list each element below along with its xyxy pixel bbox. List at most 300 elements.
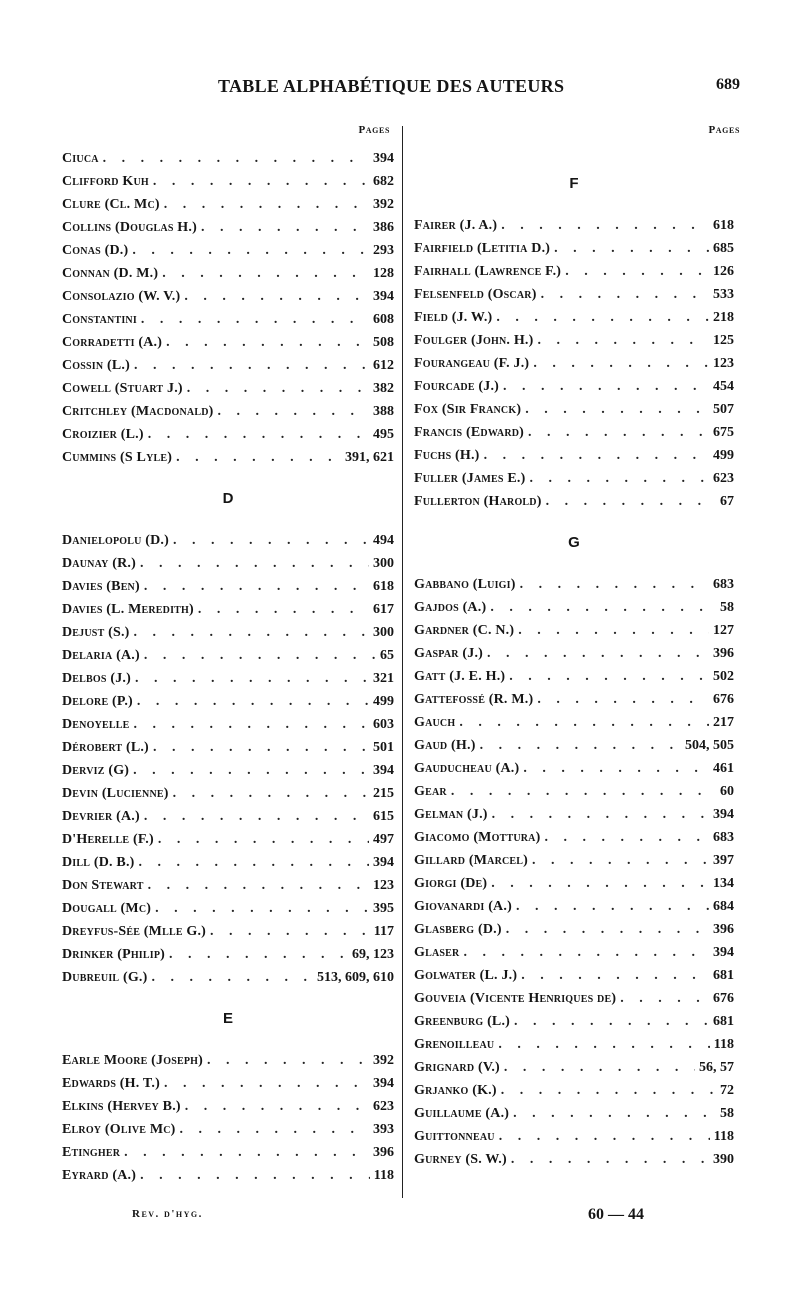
dot-leader bbox=[523, 757, 709, 780]
index-entry bbox=[62, 1095, 394, 1118]
dot-leader bbox=[509, 665, 709, 688]
dot-leader bbox=[451, 780, 716, 803]
dot-leader bbox=[158, 828, 369, 851]
index-entry bbox=[62, 690, 394, 713]
dot-leader bbox=[180, 1118, 369, 1141]
dot-leader bbox=[155, 897, 369, 920]
index-entry bbox=[414, 1148, 734, 1171]
index-entry bbox=[414, 573, 734, 596]
page-reference: 128 bbox=[373, 266, 394, 281]
page-reference: 394 bbox=[373, 289, 394, 304]
dot-leader bbox=[537, 329, 709, 352]
page-reference: 495 bbox=[373, 427, 394, 442]
author-name: Francis (Edward) bbox=[414, 425, 525, 440]
left-pages-header: Pages bbox=[358, 124, 390, 136]
author-name: Gauducheau (A.) bbox=[414, 761, 520, 776]
author-name: Guillaume (A.) bbox=[414, 1106, 510, 1121]
index-entry bbox=[62, 308, 394, 331]
page-reference: 300 bbox=[373, 556, 394, 571]
dot-leader bbox=[501, 1079, 716, 1102]
left-column bbox=[62, 147, 394, 1187]
author-name: Gillard (Marcel) bbox=[414, 853, 529, 868]
index-entry bbox=[414, 352, 734, 375]
dot-leader bbox=[459, 711, 709, 734]
page-reference: 118 bbox=[713, 1129, 734, 1144]
page-title: TABLE ALPHABÉTIQUE DES AUTEURS bbox=[218, 76, 565, 96]
author-name: Conas (D.) bbox=[62, 243, 129, 258]
index-entry bbox=[414, 734, 734, 757]
page-reference: 684 bbox=[713, 899, 734, 914]
page-reference: 623 bbox=[373, 1099, 394, 1114]
author-name: Denoyelle bbox=[62, 717, 130, 732]
index-entry bbox=[62, 920, 394, 943]
author-name: Gattefossé (R. M.) bbox=[414, 692, 534, 707]
page-reference: 502 bbox=[713, 669, 734, 684]
author-name: D'Herelle (F.) bbox=[62, 832, 154, 847]
index-entry bbox=[414, 214, 734, 237]
index-entry bbox=[62, 828, 394, 851]
page-reference: 293 bbox=[373, 243, 394, 258]
author-name: Dérobert (L.) bbox=[62, 740, 149, 755]
page-reference: 123 bbox=[373, 878, 394, 893]
author-name: Davies (L. Meredith) bbox=[62, 602, 194, 617]
index-entry bbox=[62, 377, 394, 400]
page-reference: 391, 621 bbox=[345, 450, 394, 465]
page-reference: 454 bbox=[713, 379, 734, 394]
dot-leader bbox=[504, 1056, 695, 1079]
author-name: Connan (D. M.) bbox=[62, 266, 159, 281]
dot-leader bbox=[525, 398, 709, 421]
dot-leader bbox=[153, 170, 369, 193]
author-name: Felsenfeld (Oscar) bbox=[414, 287, 537, 302]
journal-abbreviation: Rev. d'hyg. bbox=[132, 1208, 203, 1220]
author-name: Dubreuil (G.) bbox=[62, 970, 148, 985]
author-name: Devin (Lucienne) bbox=[62, 786, 169, 801]
author-name: Croizier (L.) bbox=[62, 427, 144, 442]
index-entry bbox=[414, 711, 734, 734]
page-reference: 681 bbox=[713, 1014, 734, 1029]
dot-leader bbox=[514, 1010, 709, 1033]
page-reference: 388 bbox=[373, 404, 394, 419]
page-reference: 393 bbox=[373, 1122, 394, 1137]
index-entry bbox=[414, 1102, 734, 1125]
page-reference: 118 bbox=[373, 1168, 394, 1183]
page-reference: 533 bbox=[713, 287, 734, 302]
dot-leader bbox=[521, 964, 709, 987]
dot-leader bbox=[620, 987, 709, 1010]
index-entry bbox=[414, 260, 734, 283]
dot-leader bbox=[201, 216, 369, 239]
author-name: Guittonneau bbox=[414, 1129, 495, 1144]
section-letter: D bbox=[222, 490, 234, 507]
page-reference: 394 bbox=[373, 855, 394, 870]
page-reference: 681 bbox=[713, 968, 734, 983]
index-entry bbox=[62, 529, 394, 552]
dot-leader bbox=[135, 667, 369, 690]
index-entry bbox=[414, 596, 734, 619]
index-entry bbox=[414, 1056, 734, 1079]
index-entry bbox=[62, 216, 394, 239]
author-name: Delbos (J.) bbox=[62, 671, 131, 686]
index-entry bbox=[414, 1079, 734, 1102]
dot-leader bbox=[498, 1033, 709, 1056]
dot-leader bbox=[565, 260, 709, 283]
dot-leader bbox=[152, 966, 314, 989]
index-entry bbox=[62, 874, 394, 897]
page-reference: 508 bbox=[373, 335, 394, 350]
index-entry bbox=[62, 1049, 394, 1072]
dot-leader bbox=[173, 782, 369, 805]
index-entry bbox=[414, 872, 734, 895]
dot-leader bbox=[139, 851, 369, 874]
dot-leader bbox=[529, 467, 709, 490]
author-name: Corradetti (A.) bbox=[62, 335, 163, 350]
author-name: Consolazio (W. V.) bbox=[62, 289, 181, 304]
dot-leader bbox=[513, 1102, 716, 1125]
dot-leader bbox=[133, 713, 369, 736]
index-entry bbox=[414, 918, 734, 941]
page-reference: 396 bbox=[373, 1145, 394, 1160]
page-reference: 218 bbox=[713, 310, 734, 325]
index-entry bbox=[414, 467, 734, 490]
index-entry bbox=[62, 423, 394, 446]
index-entry bbox=[414, 1033, 734, 1056]
dot-leader bbox=[532, 849, 709, 872]
page-reference: 127 bbox=[713, 623, 734, 638]
index-entry bbox=[62, 1164, 394, 1187]
page-reference: 494 bbox=[373, 533, 394, 548]
page-reference: 504, 505 bbox=[685, 738, 734, 753]
author-name: Edwards (H. T.) bbox=[62, 1076, 160, 1091]
author-name: Grjanko (K.) bbox=[414, 1083, 497, 1098]
author-name: Cummins (S Lyle) bbox=[62, 450, 173, 465]
dot-leader bbox=[484, 444, 709, 467]
author-name: Giacomo (Mottura) bbox=[414, 830, 541, 845]
author-name: Fuchs (H.) bbox=[414, 448, 480, 463]
index-entry bbox=[62, 598, 394, 621]
dot-leader bbox=[516, 895, 709, 918]
index-entry bbox=[414, 306, 734, 329]
dot-leader bbox=[185, 1095, 369, 1118]
index-entry bbox=[62, 239, 394, 262]
index-entry bbox=[414, 398, 734, 421]
dot-leader bbox=[541, 283, 709, 306]
author-name: Fullerton (Harold) bbox=[414, 494, 542, 509]
page-reference: 618 bbox=[373, 579, 394, 594]
dot-leader bbox=[148, 874, 369, 897]
author-name: Eyrard (A.) bbox=[62, 1168, 137, 1183]
dot-leader bbox=[173, 529, 369, 552]
author-name: Gouveia (Vicente Henriques de) bbox=[414, 991, 617, 1006]
index-entry bbox=[414, 688, 734, 711]
page-reference: 58 bbox=[720, 600, 734, 615]
page-reference: 394 bbox=[373, 1076, 394, 1091]
page-footer bbox=[60, 1206, 740, 1226]
dot-leader bbox=[546, 490, 716, 513]
index-entry bbox=[414, 421, 734, 444]
dot-leader bbox=[140, 552, 369, 575]
author-name: Elkins (Hervey B.) bbox=[62, 1099, 181, 1114]
page-reference: 676 bbox=[713, 991, 734, 1006]
dot-leader bbox=[169, 943, 348, 966]
page-reference: 623 bbox=[713, 471, 734, 486]
author-name: Etingher bbox=[62, 1145, 121, 1160]
dot-leader bbox=[480, 734, 681, 757]
dot-leader bbox=[144, 805, 369, 828]
author-name: Fourcade (J.) bbox=[414, 379, 500, 394]
author-name: Fairer (J. A.) bbox=[414, 218, 498, 233]
index-entry bbox=[414, 329, 734, 352]
index-entry bbox=[414, 490, 734, 513]
index-entry bbox=[414, 849, 734, 872]
page-reference: 69, 123 bbox=[352, 947, 394, 962]
page-reference: 685 bbox=[713, 241, 734, 256]
page-reference: 617 bbox=[373, 602, 394, 617]
page-reference: 461 bbox=[713, 761, 734, 776]
dot-leader bbox=[134, 621, 369, 644]
index-entry bbox=[414, 803, 734, 826]
page-reference: 683 bbox=[713, 577, 734, 592]
page-reference: 676 bbox=[713, 692, 734, 707]
index-entry bbox=[414, 642, 734, 665]
page-reference: 126 bbox=[713, 264, 734, 279]
page-reference: 675 bbox=[713, 425, 734, 440]
page-reference: 123 bbox=[713, 356, 734, 371]
index-entry bbox=[414, 1010, 734, 1033]
index-entry bbox=[62, 354, 394, 377]
dot-leader bbox=[501, 214, 709, 237]
page-reference: 134 bbox=[713, 876, 734, 891]
author-name: Drinker (Philip) bbox=[62, 947, 166, 962]
page-reference: 394 bbox=[713, 945, 734, 960]
section-letter: G bbox=[568, 534, 580, 551]
author-name: Clifford Kuh bbox=[62, 174, 149, 189]
author-name: Gauch bbox=[414, 715, 456, 730]
page-reference: 390 bbox=[713, 1152, 734, 1167]
dot-leader bbox=[103, 147, 369, 170]
author-name: Gelman (J.) bbox=[414, 807, 488, 822]
index-entry bbox=[62, 621, 394, 644]
dot-leader bbox=[144, 644, 376, 667]
author-name: Cowell (Stuart J.) bbox=[62, 381, 183, 396]
author-name: Earle Moore (Joseph) bbox=[62, 1053, 204, 1068]
dot-leader bbox=[144, 575, 369, 598]
page-reference: 603 bbox=[373, 717, 394, 732]
dot-leader bbox=[520, 573, 709, 596]
page-reference: 65 bbox=[380, 648, 394, 663]
dot-leader bbox=[463, 941, 709, 964]
index-entry bbox=[62, 644, 394, 667]
page-reference: 497 bbox=[373, 832, 394, 847]
author-name: Ciuca bbox=[62, 151, 99, 166]
dot-leader bbox=[492, 803, 709, 826]
index-entry bbox=[62, 575, 394, 598]
index-entry bbox=[414, 941, 734, 964]
dot-leader bbox=[537, 688, 709, 711]
dot-leader bbox=[141, 308, 369, 331]
index-entry bbox=[62, 759, 394, 782]
dot-leader bbox=[140, 1164, 370, 1187]
author-name: Grignard (V.) bbox=[414, 1060, 500, 1075]
page-reference: 58 bbox=[720, 1106, 734, 1121]
author-name: Danielopolu (D.) bbox=[62, 533, 169, 548]
author-name: Gurney (S. W.) bbox=[414, 1152, 507, 1167]
dot-leader bbox=[490, 596, 716, 619]
index-entry bbox=[414, 826, 734, 849]
author-name: Derviz (G) bbox=[62, 763, 130, 778]
author-name: Giovanardi (A.) bbox=[414, 899, 512, 914]
dot-leader bbox=[198, 598, 369, 621]
author-name: Gear bbox=[414, 784, 447, 799]
dot-leader bbox=[487, 642, 709, 665]
page-reference: 501 bbox=[373, 740, 394, 755]
index-entry bbox=[62, 285, 394, 308]
index-entry bbox=[62, 943, 394, 966]
page-reference: 394 bbox=[373, 151, 394, 166]
dot-leader bbox=[133, 759, 369, 782]
author-name: Elroy (Olive Mc) bbox=[62, 1122, 176, 1137]
index-entry bbox=[62, 331, 394, 354]
author-name: Constantini bbox=[62, 312, 137, 327]
page-reference: 608 bbox=[373, 312, 394, 327]
dot-leader bbox=[491, 872, 709, 895]
author-name: Gajdos (A.) bbox=[414, 600, 487, 615]
index-entry bbox=[414, 895, 734, 918]
index-entry bbox=[62, 1118, 394, 1141]
index-entry bbox=[414, 665, 734, 688]
index-entry bbox=[414, 1125, 734, 1148]
page-reference: 513, 609, 610 bbox=[317, 970, 394, 985]
author-name: Fourangeau (F. J.) bbox=[414, 356, 530, 371]
page-reference: 507 bbox=[713, 402, 734, 417]
page-number: 689 bbox=[716, 76, 740, 93]
author-name: Delaria (A.) bbox=[62, 648, 140, 663]
index-entry bbox=[414, 964, 734, 987]
author-name: Fairhall (Lawrence F.) bbox=[414, 264, 562, 279]
author-name: Greenburg (L.) bbox=[414, 1014, 511, 1029]
author-name: Field (J. W.) bbox=[414, 310, 493, 325]
author-name: Fox (Sir Franck) bbox=[414, 402, 522, 417]
author-name: Gaspar (J.) bbox=[414, 646, 484, 661]
page-reference: 392 bbox=[373, 197, 394, 212]
author-name: Glasberg (D.) bbox=[414, 922, 502, 937]
dot-leader bbox=[184, 285, 369, 308]
index-entry bbox=[414, 619, 734, 642]
page-reference: 382 bbox=[373, 381, 394, 396]
author-name: Golwater (L. J.) bbox=[414, 968, 518, 983]
page-reference: 56, 57 bbox=[699, 1060, 734, 1075]
printer-signature: 60 — 44 bbox=[588, 1206, 644, 1223]
index-entry bbox=[62, 782, 394, 805]
index-entry bbox=[62, 713, 394, 736]
index-entry bbox=[62, 897, 394, 920]
page-reference: 300 bbox=[373, 625, 394, 640]
dot-leader bbox=[544, 826, 709, 849]
dot-leader bbox=[176, 446, 341, 469]
dot-leader bbox=[187, 377, 369, 400]
dot-leader bbox=[124, 1141, 369, 1164]
page-reference: 682 bbox=[373, 174, 394, 189]
dot-leader bbox=[148, 423, 369, 446]
dot-leader bbox=[496, 306, 709, 329]
index-entry bbox=[62, 552, 394, 575]
page-reference: 394 bbox=[713, 807, 734, 822]
page-reference: 60 bbox=[720, 784, 734, 799]
page-reference: 397 bbox=[713, 853, 734, 868]
index-entry bbox=[62, 805, 394, 828]
author-name: Giorgi (De) bbox=[414, 876, 488, 891]
author-name: Gardner (C. N.) bbox=[414, 623, 515, 638]
author-name: Don Stewart bbox=[62, 878, 144, 893]
author-name: Glaser bbox=[414, 945, 460, 960]
page-reference: 683 bbox=[713, 830, 734, 845]
page-reference: 386 bbox=[373, 220, 394, 235]
author-name: Foulger (John. H.) bbox=[414, 333, 534, 348]
page-reference: 392 bbox=[373, 1053, 394, 1068]
dot-leader bbox=[166, 331, 369, 354]
author-name: Cossin (L.) bbox=[62, 358, 130, 373]
author-name: Devrier (A.) bbox=[62, 809, 140, 824]
dot-leader bbox=[164, 193, 369, 216]
page-reference: 618 bbox=[713, 218, 734, 233]
index-entry bbox=[414, 780, 734, 803]
index-entry bbox=[62, 147, 394, 170]
author-name: Davies (Ben) bbox=[62, 579, 140, 594]
index-entry bbox=[414, 987, 734, 1010]
page-reference: 499 bbox=[373, 694, 394, 709]
page-reference: 117 bbox=[373, 924, 394, 939]
index-entry bbox=[414, 375, 734, 398]
page-reference: 396 bbox=[713, 922, 734, 937]
author-name: Fuller (James E.) bbox=[414, 471, 526, 486]
author-name: Collins (Douglas H.) bbox=[62, 220, 197, 235]
page-reference: 612 bbox=[373, 358, 394, 373]
index-entry bbox=[62, 262, 394, 285]
dot-leader bbox=[164, 1072, 369, 1095]
page-reference: 499 bbox=[713, 448, 734, 463]
dot-leader bbox=[217, 400, 369, 423]
page-reference: 395 bbox=[373, 901, 394, 916]
author-name: Critchley (Macdonald) bbox=[62, 404, 214, 419]
dot-leader bbox=[554, 237, 709, 260]
index-entry bbox=[62, 851, 394, 874]
index-entry bbox=[62, 667, 394, 690]
index-entry bbox=[62, 966, 394, 989]
page-reference: 396 bbox=[713, 646, 734, 661]
index-entry bbox=[62, 1072, 394, 1095]
section-letter: F bbox=[569, 175, 579, 192]
index-entry bbox=[62, 170, 394, 193]
index-entry bbox=[414, 237, 734, 260]
index-entry bbox=[62, 446, 394, 469]
dot-leader bbox=[503, 375, 709, 398]
author-name: Dougall (Mc) bbox=[62, 901, 152, 916]
dot-leader bbox=[153, 736, 369, 759]
author-name: Clure (Cl. Mc) bbox=[62, 197, 160, 212]
page-reference: 215 bbox=[373, 786, 394, 801]
author-name: Gabbano (Luigi) bbox=[414, 577, 516, 592]
page-reference: 394 bbox=[373, 763, 394, 778]
index-entry bbox=[62, 1141, 394, 1164]
dot-leader bbox=[134, 354, 369, 377]
page-reference: 125 bbox=[713, 333, 734, 348]
index-entry bbox=[414, 283, 734, 306]
index-entry bbox=[62, 193, 394, 216]
author-name: Fairfield (Letitia D.) bbox=[414, 241, 551, 256]
author-name: Delore (P.) bbox=[62, 694, 133, 709]
dot-leader bbox=[518, 619, 709, 642]
author-name: Dejust (S.) bbox=[62, 625, 130, 640]
